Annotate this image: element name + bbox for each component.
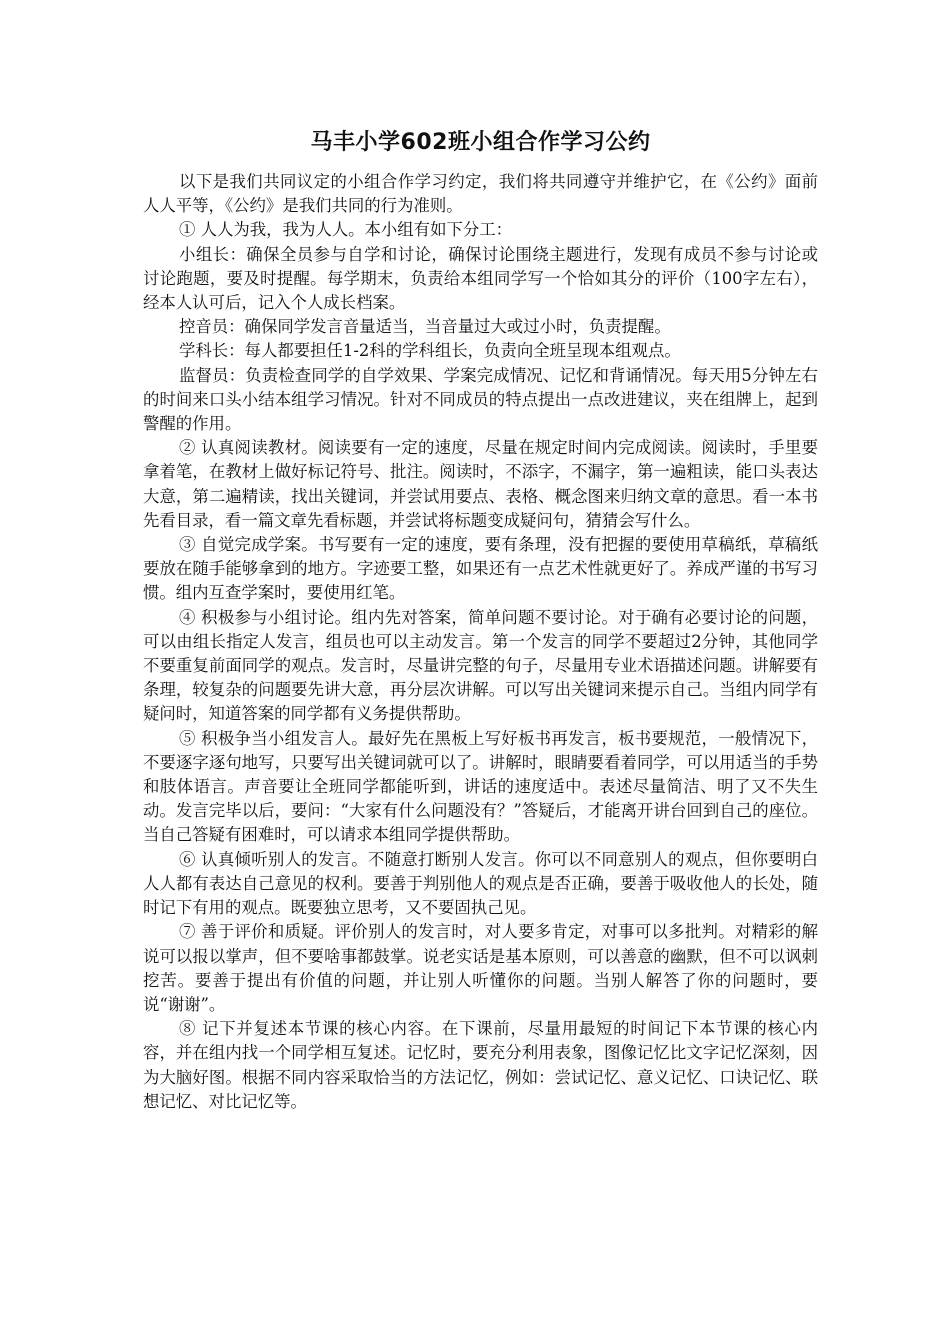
role-supervisor: 监督员：负责检查同学的自学效果、学案完成情况、记忆和背诵情况。每天用5分钟左右的时间来口头小结本组学习情况。针对不同成员的特点提出一点改进建议，夹在组牌上，起到警醒的作用。 — [143, 365, 818, 434]
rule-1-heading: ① 人人为我，我为人人。本小组有如下分工： — [179, 220, 513, 240]
document-page — [143, 128, 818, 1114]
role-group-leader: 小组长：确保全员参与自学和讨论，确保讨论围绕主题进行，发现有成员不参与讨论或讨论跑题，要及时提醒。每学期末，负责给本组同学写一个恰如其分的评价（100字左右），经本人认可后，记入个人成长档案。 — [143, 244, 818, 313]
document-title: 马丰小学602班小组合作学习公约 — [310, 130, 651, 155]
rule-7-paragraph: ⑦ 善于评价和质疑。评价别人的发言时，对人要多肯定，对事可以多批判。对精彩的解说可以报以掌声，但不要啥事都鼓掌。说老实话是基本原则，可以善意的幽默，但不可以讽刺挖苦。要善于提出有价值的问题，并让别人听懂你的问题。当别人解答了你的问题时，要说“谢谢”。 — [143, 922, 818, 1014]
rule-3-paragraph: ③ 自觉完成学案。书写要有一定的速度，要有条理，没有把握的要使用草稿纸，草稿纸要放在随手能够拿到的地方。字迹要工整，如果还有一点艺术性就更好了。养成严谨的书写习惯。组内互查学案时，要使用红笔。 — [143, 535, 818, 603]
role-subject-leader: 学科长：每人都要担任1-2科的学科组长，负责向全班呈现本组观点。 — [179, 341, 681, 361]
rule-4-paragraph: ④ 积极参与小组讨论。组内先对答案，简单问题不要讨论。对于确有必要讨论的问题，可以由组长指定人发言，组员也可以主动发言。第一个发言的同学不要超过2分钟，其他同学不要重复前面同学的观点。发言时，尽量讲完整的句子，尽量用专业术语描述问题。讲解要有条理，较复杂的问题要先讲大意，再分层次讲解。可以写出关键词来提示自己。当组内同学有疑问时，知道答案的同学都有义务提供帮助。 — [143, 607, 818, 724]
intro-paragraph: 以下是我们共同议定的小组合作学习约定，我们将共同遵守并维护它，在《公约》面前人人平等，《公约》是我们共同的行为准则。 — [143, 172, 818, 216]
role-volume-controller: 控音员：确保同学发言音量适当，当音量过大或过小时，负责提醒。 — [179, 317, 671, 337]
rule-5-paragraph: ⑤ 积极争当小组发言人。最好先在黑板上写好板书再发言，板书要规范，一般情况下，不要逐字逐句地写，只要写出关键词就可以了。讲解时，眼睛要看着同学，可以用适当的手势和肢体语言。声音要让全班同学都能听到，讲话的速度适中。表述尽量简洁、明了又不失生动。发言完毕以后，要问：“大家有什么问题没有？”答疑后，才能离开讲台回到自己的座位。当自己答疑有困难时，可以请求本组同学提供帮助。 — [143, 728, 818, 845]
rule-6-paragraph: ⑥ 认真倾听别人的发言。不随意打断别人发言。你可以不同意别人的观点，但你要明白人人都有表达自己意见的权利。要善于判别他人的观点是否正确，要善于吸收他人的长处，随时记下有用的观点。既要独立思考，又不要固执己见。 — [143, 849, 818, 918]
rule-8-paragraph: ⑧ 记下并复述本节课的核心内容。在下课前，尽量用最短的时间记下本节课的核心内容，并在组内找一个同学相互复述。记忆时，要充分利用表象，图像记忆比文字记忆深刻，因为大脑好图。根据不同内容采取恰当的方法记忆，例如：尝试记忆、意义记忆、口诀记忆、联想记忆、对比记忆等。 — [143, 1019, 818, 1111]
rule-2-paragraph: ② 认真阅读教材。阅读要有一定的速度，尽量在规定时间内完成阅读。阅读时，手里要拿着笔，在教材上做好标记符号、批注。阅读时，不添字，不漏字，第一遍粗读，能口头表达大意，第二遍精读，找出关键词，并尝试用要点、表格、概念图来归纳文章的意思。看一本书先看目录，看一篇文章先看标题，并尝试将标题变成疑问句，猜猜会写什么。 — [143, 438, 818, 530]
document-body — [143, 170, 818, 1114]
